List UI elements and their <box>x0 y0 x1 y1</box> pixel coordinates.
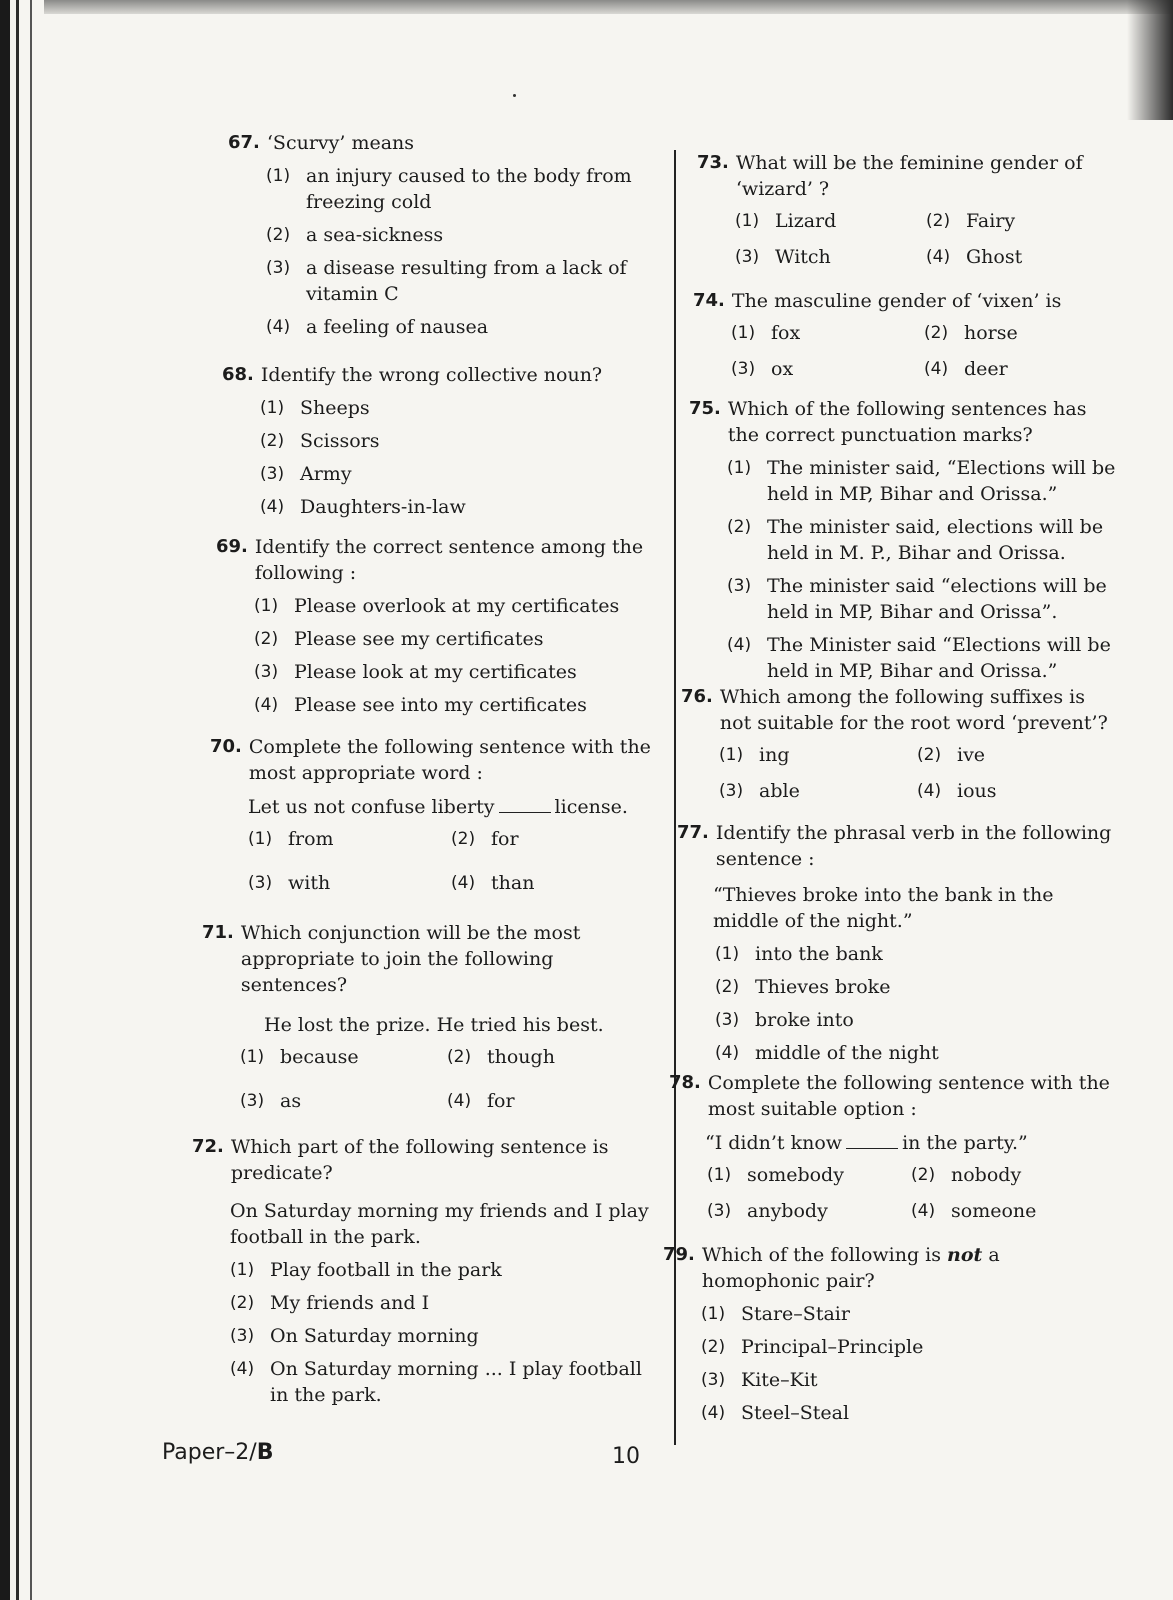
options-grid <box>240 1044 654 1114</box>
option-2[interactable]: (2) horse <box>924 322 1018 344</box>
question-75 <box>689 396 1117 684</box>
question-73 <box>697 150 1117 270</box>
question-text: Which of the following is not a homophonic pair? <box>701 1244 1000 1292</box>
option-4[interactable]: (4) someone <box>911 1200 1037 1222</box>
question-72 <box>192 1134 652 1408</box>
option-3[interactable]: (3) as <box>240 1090 302 1112</box>
option-2[interactable]: (2) Fairy <box>926 210 1016 232</box>
option-4[interactable]: (4) The Minister said “Elections will be held in MP, Bihar and Orissa.” <box>727 634 1111 682</box>
option-1[interactable]: (1) Sheeps <box>260 397 370 419</box>
question-number: 75. <box>689 398 721 419</box>
question-text: Complete the following sentence with the most appropriate word : <box>248 736 651 784</box>
page-top-edge <box>0 0 1173 14</box>
sample-sentence: Let us not confuse liberty license. <box>248 796 628 818</box>
option-3[interactable]: (3) The minister said “elections will be held in MP, Bihar and Orissa”. <box>727 575 1107 623</box>
option-1[interactable]: (1) Lizard <box>735 210 837 232</box>
option-3[interactable]: (3) ox <box>731 358 794 380</box>
question-76 <box>681 684 1115 804</box>
question-78 <box>669 1070 1115 1224</box>
question-text: Which of the following sentences has the correct punctuation marks? <box>727 398 1087 446</box>
blank-line <box>499 812 551 813</box>
page-number: 10 <box>612 1444 640 1469</box>
question-text: Which conjunction will be the most appropriate to join the following sentences? <box>240 922 581 996</box>
option-4[interactable]: (4) Daughters-in-law <box>260 496 466 518</box>
sample-sentence: He lost the prize. He tried his best. <box>264 1014 604 1036</box>
blank-line <box>846 1148 898 1149</box>
option-2[interactable]: (2) My friends and I <box>230 1292 430 1314</box>
option-4[interactable]: (4) middle of the night <box>715 1042 939 1064</box>
sample-sentence: “Thieves broke into the bank in the middle of the night.” <box>713 884 1054 932</box>
question-number: 77. <box>677 822 709 843</box>
option-4[interactable]: (4) than <box>451 872 535 894</box>
option-4[interactable]: (4) a feeling of nausea <box>266 316 489 338</box>
question-number: 72. <box>192 1136 224 1157</box>
option-3[interactable]: (3) broke into <box>715 1009 854 1031</box>
options-grid <box>731 320 1117 382</box>
binding-edge <box>0 0 44 1600</box>
option-2[interactable]: (2) a sea-sickness <box>266 224 444 246</box>
question-text: What will be the feminine gender of ‘wizard’ ? <box>735 152 1083 200</box>
question-text: Which among the following suffixes is not suitable for the root word ‘prevent’? <box>719 686 1108 734</box>
option-3[interactable]: (3) Please look at my certificates <box>254 661 577 683</box>
options-grid <box>735 208 1117 270</box>
option-1[interactable]: (1) because <box>240 1046 359 1068</box>
question-number: 71. <box>202 922 234 943</box>
sample-sentence: On Saturday morning my friends and I play football in the park. <box>230 1200 649 1248</box>
option-2[interactable]: (2) for <box>451 828 519 850</box>
options-grid <box>707 1162 1115 1224</box>
question-70 <box>210 734 654 896</box>
option-3[interactable]: (3) Kite–Kit <box>701 1369 818 1391</box>
option-1[interactable]: (1) an injury caused to the body from freezing cold <box>266 165 632 213</box>
option-1[interactable]: (1) fox <box>731 322 801 344</box>
option-2[interactable]: (2) ive <box>917 744 986 766</box>
question-text: Identify the wrong collective noun? <box>260 364 603 386</box>
option-3[interactable]: (3) anybody <box>707 1200 828 1222</box>
option-1[interactable]: (1) from <box>248 828 334 850</box>
options-grid <box>248 826 654 896</box>
question-number: 67. <box>228 132 260 153</box>
question-69 <box>216 534 656 718</box>
question-71 <box>202 920 654 1114</box>
question-text: Which part of the following sentence is predicate? <box>230 1136 609 1184</box>
option-2[interactable]: (2) though <box>447 1046 555 1068</box>
question-68 <box>222 362 658 520</box>
options-grid <box>719 742 1115 804</box>
option-4[interactable]: (4) Steel–Steal <box>701 1402 850 1424</box>
option-2[interactable]: (2) Principal–Principle <box>701 1336 924 1358</box>
option-4[interactable]: (4) On Saturday morning ... I play football in the park. <box>230 1358 642 1406</box>
question-number: 74. <box>693 290 725 311</box>
option-3[interactable]: (3) On Saturday morning <box>230 1325 479 1347</box>
question-number: 68. <box>222 364 254 385</box>
option-3[interactable]: (3) with <box>248 872 331 894</box>
option-3[interactable]: (3) Witch <box>735 246 831 268</box>
question-number: 76. <box>681 686 713 707</box>
question-number: 79. <box>663 1244 695 1265</box>
option-2[interactable]: (2) The minister said, elections will be held in M. P., Bihar and Orissa. <box>727 516 1104 564</box>
option-4[interactable]: (4) Ghost <box>926 246 1023 268</box>
option-2[interactable]: (2) Please see my certificates <box>254 628 544 650</box>
option-3[interactable]: (3) Army <box>260 463 352 485</box>
option-1[interactable]: (1) Please overlook at my certificates <box>254 595 620 617</box>
question-67 <box>228 130 658 340</box>
sample-sentence: “I didn’t know in the party.” <box>705 1132 1028 1154</box>
question-text: Identify the phrasal verb in the following sentence : <box>715 822 1112 870</box>
option-1[interactable]: (1) into the bank <box>715 943 883 965</box>
question-number: 69. <box>216 536 248 557</box>
option-4[interactable]: (4) Please see into my certificates <box>254 694 587 716</box>
option-2[interactable]: (2) Thieves broke <box>715 976 891 998</box>
emphasis-not: not <box>947 1244 983 1266</box>
option-1[interactable]: (1) ing <box>719 744 790 766</box>
option-4[interactable]: (4) deer <box>924 358 1008 380</box>
question-number: 70. <box>210 736 242 757</box>
question-74 <box>693 288 1117 382</box>
speck <box>513 94 516 97</box>
option-3[interactable]: (3) a disease resulting from a lack of vitamin C <box>266 257 627 305</box>
option-4[interactable]: (4) for <box>447 1090 515 1112</box>
question-number: 73. <box>697 152 729 173</box>
question-number: 78. <box>669 1072 701 1093</box>
option-2[interactable]: (2) nobody <box>911 1164 1022 1186</box>
question-79 <box>663 1242 1113 1426</box>
paper-code: Paper–2/B <box>162 1440 274 1465</box>
page-shadow <box>1127 0 1173 120</box>
option-4[interactable]: (4) ious <box>917 780 997 802</box>
question-text: The masculine gender of ‘vixen’ is <box>731 290 1062 312</box>
option-1[interactable]: (1) Play football in the park <box>230 1259 502 1281</box>
option-1[interactable]: (1) Stare–Stair <box>701 1303 850 1325</box>
question-text: ‘Scurvy’ means <box>266 132 415 154</box>
question-77 <box>677 820 1115 1066</box>
question-text: Complete the following sentence with the most suitable option : <box>707 1072 1110 1120</box>
option-1[interactable]: (1) The minister said, “Elections will be held in MP, Bihar and Orissa.” <box>727 457 1116 505</box>
option-1[interactable]: (1) somebody <box>707 1164 844 1186</box>
option-2[interactable]: (2) Scissors <box>260 430 380 452</box>
question-text: Identify the correct sentence among the following : <box>254 536 644 584</box>
option-3[interactable]: (3) able <box>719 780 800 802</box>
